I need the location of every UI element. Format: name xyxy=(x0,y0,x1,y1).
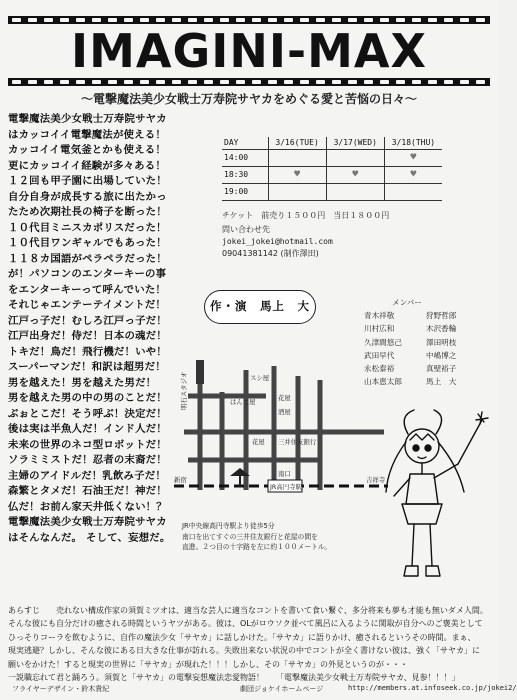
copy-line: １０代目ミニスカポリスだった！ xyxy=(8,221,167,234)
show-mark xyxy=(268,149,326,166)
cast-bubble: 作・演 馬上 大 xyxy=(204,290,316,324)
copy-line: 男を越えた！男を越えた男だ！ xyxy=(8,376,157,389)
direction-line: 南口を出てすぐの三井住友銀行と花屋の間を xyxy=(182,532,318,541)
film-hole xyxy=(316,80,325,84)
copy-line: カッコイイ電気釜とかも使える！ xyxy=(8,144,166,156)
map-label: 南口 xyxy=(278,470,291,478)
map-directions xyxy=(182,521,352,553)
film-hole xyxy=(476,18,485,22)
copy-line: 後は実は半魚人だ！インド人だ！ xyxy=(8,423,167,435)
copy-line: 森繁とタメだ！石油王だ！神だ！ xyxy=(8,485,167,497)
film-hole xyxy=(284,80,293,84)
day-header: 3/16(TUE) xyxy=(268,137,326,149)
synopsis-line: 願いをかけた！すると現実の世界に「サヤカ」が現れた！！！しかし、その「サヤカ」の外見というのが・・・ xyxy=(8,659,408,669)
copy-line: スーパーマンだ！和訳は超男だ！ xyxy=(8,361,166,373)
ticket-price: チケット 前売り１５００円 当日１８００円 xyxy=(222,211,390,220)
copy-line: 更にカッコイイ経験が多々ある！ xyxy=(8,159,166,172)
film-hole xyxy=(316,18,325,22)
film-hole xyxy=(252,18,261,22)
day-header: 3/17(WED) xyxy=(326,137,384,149)
member-name: 青木祥敬 xyxy=(364,311,395,321)
copy-line: 男を越えた男の中の男のことだ！ xyxy=(8,392,167,404)
film-hole xyxy=(172,80,181,84)
member-name: 武田早代 xyxy=(364,350,395,360)
show-mark: ♥ xyxy=(326,166,384,183)
film-hole xyxy=(12,80,21,84)
map-label: 新宿 xyxy=(174,476,187,484)
copy-line: 電撃魔法美少女戦士万寿院サヤカ xyxy=(8,113,167,125)
show-mark: ♥ xyxy=(384,149,442,166)
film-hole xyxy=(76,80,85,84)
film-hole xyxy=(428,18,437,22)
day-header: 3/18(THU) xyxy=(384,137,442,149)
film-hole xyxy=(284,18,293,22)
member-name: 澤田明枝 xyxy=(426,337,457,347)
contact-phone: 09041381142 (制作澤田) xyxy=(222,249,319,258)
copy-line: １１８カ国語がペラペラだった！ xyxy=(8,252,167,265)
members-heading: メンバー xyxy=(392,298,422,307)
film-hole xyxy=(364,18,373,22)
film-hole xyxy=(44,18,53,22)
copy-line: はそんなんだ。 そして、妄想だ。 xyxy=(8,531,171,544)
copy-line: 未来の世界のネコ型ロボットだ！ xyxy=(8,438,167,451)
schedule-table xyxy=(222,137,442,201)
map-label: 吉祥寺 xyxy=(366,476,386,484)
time-cell: 18:30 xyxy=(222,166,268,183)
copy-line: トキだ！鳥だ！飛行機だ！いや！ xyxy=(8,345,167,358)
member-name: 山本恵太郎 xyxy=(364,377,402,387)
map-label: 三井住友銀行 xyxy=(278,438,317,446)
contact-heading: 問い合わせ先 xyxy=(222,225,270,234)
film-hole xyxy=(12,18,21,22)
film-hole xyxy=(396,80,405,84)
synopsis-line: そんな彼にも自分だけの癒される時間というヤツがある。彼は、OLがロウソク並べて風呂に入るように関取が自分へのご褒美として xyxy=(8,619,483,629)
film-hole xyxy=(236,80,245,84)
synopsis-line: ひっそりコーラを飲むように、自作の魔法少女「サヤカ」に話しかけた。「サヤカ」に語りかけ、癒されるというその時間。まぁ、 xyxy=(8,632,476,642)
copy-line: 仏だ！お前ん家天井低くない！？ xyxy=(8,500,167,513)
film-hole xyxy=(380,18,389,22)
show-mark xyxy=(326,149,384,166)
copy-line: ぶぉとこだ！そう呼ぶ！決定だ！ xyxy=(8,407,167,420)
film-hole xyxy=(156,18,165,22)
homepage-url[interactable]: http://members.at.infoseek.co.jp/jokei2/ xyxy=(348,684,517,692)
member-name: 狩野哲郎 xyxy=(426,311,457,321)
copy-line: 自分自身が成長する旅に出たかっ xyxy=(8,190,167,203)
film-hole xyxy=(92,80,101,84)
show-mark xyxy=(326,183,384,200)
film-hole xyxy=(348,80,357,84)
show-mark: ♥ xyxy=(384,166,442,183)
film-strip-top xyxy=(8,16,490,24)
day-label: DAY xyxy=(222,137,268,149)
show-mark xyxy=(384,183,442,200)
film-hole xyxy=(300,80,309,84)
copy-line: ソラミミストだ！忍者の末裔だ！ xyxy=(8,454,167,466)
film-hole xyxy=(76,18,85,22)
film-hole xyxy=(172,18,181,22)
film-hole xyxy=(380,80,389,84)
film-hole xyxy=(124,80,133,84)
film-hole xyxy=(428,80,437,84)
film-hole xyxy=(140,80,149,84)
subtitle: 〜電撃魔法美少女戦士万寿院サヤカをめぐる愛と苦悩の日々〜 xyxy=(80,92,417,106)
access-map xyxy=(170,340,398,516)
film-hole xyxy=(332,80,341,84)
film-hole xyxy=(92,18,101,22)
copy-line: 江戸出身だ！侍だ！日本の魂だ！ xyxy=(8,330,167,342)
page-title: IMAGINI-MAX xyxy=(71,24,427,78)
film-hole xyxy=(124,18,133,22)
film-hole xyxy=(300,18,309,22)
copy-line: たため次期社長の椅子を断った！ xyxy=(8,206,167,218)
film-hole xyxy=(156,80,165,84)
film-hole xyxy=(236,18,245,22)
film-hole xyxy=(444,80,453,84)
film-hole xyxy=(60,80,69,84)
member-name: 久津間悠己 xyxy=(364,337,402,347)
film-hole xyxy=(28,18,37,22)
show-mark xyxy=(268,183,326,200)
member-name: 木沢香輪 xyxy=(426,324,457,334)
map-label: JR高円寺駅 xyxy=(270,483,302,491)
designer-credit: フライヤーデザイン・鈴木貴紀 xyxy=(12,685,110,693)
film-hole xyxy=(204,80,213,84)
copy-line: はカッコイイ電撃魔法が使える！ xyxy=(8,128,166,141)
member-name: 川村広和 xyxy=(364,324,395,334)
direction-line: 直進。２つ目の十字路を左に約１００メートル。 xyxy=(182,543,331,551)
film-hole xyxy=(476,80,485,84)
film-hole xyxy=(364,80,373,84)
film-hole xyxy=(28,80,37,84)
homepage-label: 劇団ジョケイホームページ xyxy=(240,685,324,693)
synopsis-line: あらすじ 売れない構成作家の須賀ミツオは、適当な芸人に適当なコントを書いて食い繋ぐ、多分将来も夢も才能も無いダメ人間。 xyxy=(8,606,488,615)
film-hole xyxy=(412,18,421,22)
film-hole xyxy=(332,18,341,22)
film-hole xyxy=(268,80,277,84)
map-label: はんこ屋 xyxy=(230,398,256,406)
film-hole xyxy=(108,80,117,84)
synopsis-line: 現実逃避？しかし、そんな彼にある日大きな仕事が訪れる。失敗出来ない状況の中でコントが全く書けない彼は、強く「サヤカ」に xyxy=(8,646,480,656)
member-name: 馬上 大 xyxy=(426,377,457,387)
copy-line: １２回も甲子園に出場していた！ xyxy=(8,175,167,187)
film-hole xyxy=(204,18,213,22)
show-mark: ♥ xyxy=(268,166,326,183)
film-strip-bottom xyxy=(8,78,490,86)
contact-info xyxy=(222,224,333,260)
map-label: 花屋 xyxy=(278,394,291,402)
film-hole xyxy=(188,80,197,84)
copy-line: 電撃魔法美少女戦士万寿院サヤカ xyxy=(8,516,167,528)
film-hole xyxy=(396,18,405,22)
film-hole xyxy=(188,18,197,22)
film-hole xyxy=(460,18,469,22)
copy-line: 江戸っ子だ！むしろ江戸っ子だ！ xyxy=(8,314,167,327)
map-label: スシ屋 xyxy=(250,374,270,382)
time-cell: 14:00 xyxy=(222,149,268,166)
copy-line: が！パソコンのエンターキーの事 xyxy=(8,268,167,280)
film-hole xyxy=(44,80,53,84)
time-cell: 19:00 xyxy=(222,183,268,200)
member-name: 永松泰裕 xyxy=(364,364,395,374)
contact-email[interactable]: jokei_jokei@hotmail.com xyxy=(222,237,333,246)
map-label: 酒屋 xyxy=(278,408,291,416)
map-label: 花屋 xyxy=(252,438,265,446)
copy-line: 主婦のアイドルだ！乳飲み子だ！ xyxy=(8,469,166,482)
film-hole xyxy=(140,18,149,22)
copy-line: をエンターキーって呼んでいた！ xyxy=(8,283,167,296)
sayaka-illustration xyxy=(384,400,496,596)
film-hole xyxy=(60,18,69,22)
film-hole xyxy=(252,80,261,84)
copy-line: １０代目ワンギャルでもあった！ xyxy=(8,237,167,249)
synopsis-line: 一説職忘れて君と踊ろう。須賀と「サヤカ」の電撃妄想魔法恋愛物語！ 「電撃魔法美少女戦士万寿院サヤカ、見参！！！」 xyxy=(8,673,460,683)
film-hole xyxy=(348,18,357,22)
film-hole xyxy=(460,80,469,84)
map-label: 明石スタジオ xyxy=(180,371,188,410)
synopsis xyxy=(8,604,492,684)
direction-line: JR中央線高円寺駅より徒歩5分 xyxy=(182,522,275,530)
member-name: 真壁裕子 xyxy=(426,364,457,374)
film-hole xyxy=(220,18,229,22)
film-hole xyxy=(108,18,117,22)
film-hole xyxy=(444,18,453,22)
film-hole xyxy=(268,18,277,22)
promo-copy xyxy=(8,112,184,546)
film-hole xyxy=(412,80,421,84)
film-hole xyxy=(220,80,229,84)
member-name: 中嶋博之 xyxy=(426,350,457,360)
copy-line: それじゃエンテーテイメントだ！ xyxy=(8,299,167,311)
